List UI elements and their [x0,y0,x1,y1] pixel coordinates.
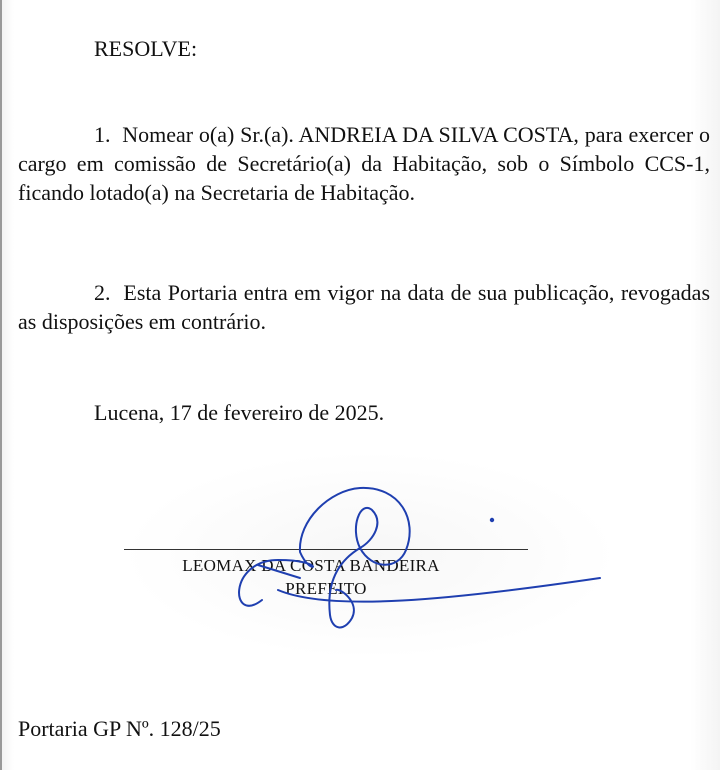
item-2-text: Esta Portaria entra em vigor na data de sua publicação, revogadas as disposições em contrário. [18,280,711,334]
item-1-text: Nomear o(a) Sr.(a). ANDREIA DA SILVA COSTA, para exercer o cargo em comissão de Secretário(a) da Habitação, sob o Símbolo CCS-1, ficando lotado(a) na Secretaria de Habitação. [18,122,711,205]
resolution-item-2 [18,278,710,336]
signatory-title: PREFEITO [285,579,367,598]
signature-line [124,549,528,550]
footer-reference: Portaria GP Nº. 128/25 [18,716,221,741]
item-2-number: 2. [94,280,111,305]
page-left-edge [0,0,2,770]
place-date: Lucena, 17 de fevereiro de 2025. [94,400,385,425]
item-1-number: 1. [94,122,111,147]
resolution-item-1 [18,120,710,207]
signatory-name: LEOMAX DA COSTA BANDEIRA [182,556,440,575]
resolve-heading: RESOLVE: [94,36,198,61]
